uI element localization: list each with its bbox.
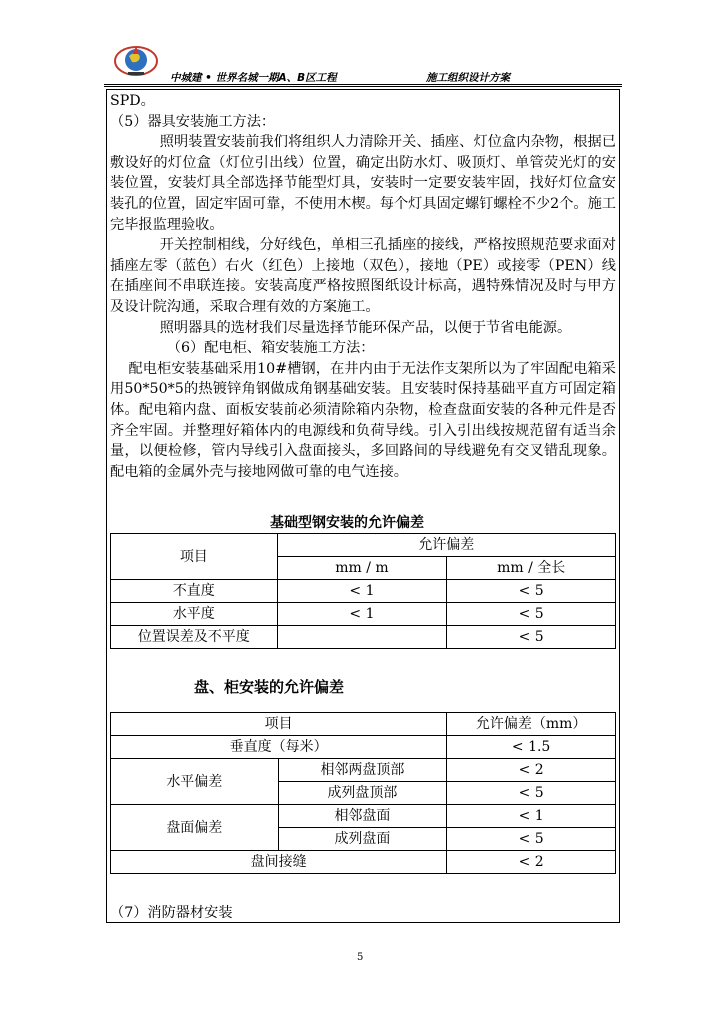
table2-group-label: 盘面偏差 xyxy=(111,805,279,851)
paragraph-cabinet-method: 配电柜安装基础采用10#槽钢，在井内由于无法作支架所以为了牢固配电箱采用50*50*5的热镀锌角钢做成角钢基础安装。且安装时保持基础平直方可固定箱体。配电箱内盘、面板安装前必须清除箱内杂物，检查盘面安装的各种元件是否齐全牢固。并整理好箱体内的电源线和负荷导线。引入引出线按规范留有适当余量，以便检修，管内导线引入盘面接头，多回路间的导线避免有交叉错乱现象。配电箱的金属外壳与接地网做可靠的电气连接。 xyxy=(110,360,616,480)
page-number: 5 xyxy=(357,952,364,963)
paragraph-energy-saving: 照明器具的选材我们尽量选择节能环保产品，以便于节省电能源。 xyxy=(159,319,572,336)
table-row xyxy=(111,580,616,603)
table2-cell-item: 垂直度（每米） xyxy=(111,736,447,759)
cabinet-tolerance-table xyxy=(110,712,616,874)
table1-cell-v2: < 5 xyxy=(447,603,616,626)
table1-header-unit1: mm / m xyxy=(277,557,447,580)
steel-base-tolerance-table xyxy=(110,533,616,649)
table-row xyxy=(111,851,616,874)
table-row xyxy=(111,736,616,759)
header-rule xyxy=(104,84,622,85)
table2-cell-value: < 1 xyxy=(447,805,616,828)
table2-cell-value: < 5 xyxy=(447,828,616,851)
heading-fire-equipment: （7）消防器材安装 xyxy=(110,905,233,921)
table1-header-group: 允许偏差 xyxy=(277,534,615,557)
table2-cell-value: < 2 xyxy=(447,759,616,782)
table1-cell-v1: < 1 xyxy=(277,580,447,603)
heading-cabinet-install: （6）配电柜、箱安装施工方法： xyxy=(166,340,375,357)
table1-cell-v2: < 5 xyxy=(447,580,616,603)
table-row xyxy=(111,603,616,626)
heading-fixture-install: （5）器具安装施工方法： xyxy=(110,113,276,130)
table-row xyxy=(111,759,616,782)
table2-cell-item: 盘间接缝 xyxy=(111,851,447,874)
table1-header-item: 项目 xyxy=(111,534,278,580)
table-row xyxy=(111,805,616,828)
paragraph-spd: SPD。 xyxy=(110,93,155,109)
table2-cell-value: < 5 xyxy=(447,782,616,805)
table2-group-label: 水平偏差 xyxy=(111,759,279,805)
table2-cell-sub: 相邻盘面 xyxy=(278,805,447,828)
table1-cell-item: 位置误差及不平度 xyxy=(111,626,278,649)
header-doc-title: 施工组织设计方案 xyxy=(426,72,510,84)
table1-cell-item: 水平度 xyxy=(111,603,278,626)
table2-header-value: 允许偏差（mm） xyxy=(447,713,616,736)
company-logo-icon xyxy=(112,42,160,80)
paragraph-switch-socket: 开关控制相线，分好线色，单相三孔插座的接线，严格按照规范要求面对插座左零（蓝色）右火（红色）上接地（双色），接地（PE）或接零（PEN）线在插座间不串联连接。安装高度严格按照图纸设计标高，遇特殊情况及时与甲方及设计院沟通，采取合理有效的方案施工。 xyxy=(110,237,616,315)
header-project-title: 中城建 • 世界名城一期A、B区工程 xyxy=(170,72,337,84)
table1-cell-v1: < 1 xyxy=(277,603,447,626)
table1-header-unit2: mm / 全长 xyxy=(447,557,616,580)
header-rule-2 xyxy=(104,86,622,87)
table2-cell-sub: 相邻两盘顶部 xyxy=(278,759,447,782)
table2-header-item: 项目 xyxy=(111,713,447,736)
table1-cell-v2: < 5 xyxy=(447,626,616,649)
table2-caption: 盘、柜安装的允许偏差 xyxy=(194,678,345,696)
table2-cell-value: < 1.5 xyxy=(447,736,616,759)
paragraph-lighting-install: 照明装置安装前我们将组织人力清除开关、插座、灯位盒内杂物，根据已敷设好的灯位盒（灯位引出线）位置，确定出防水灯、吸顶灯、单管荧光灯的安装位置，安装灯具全部选择节能型灯具，安装时一定要安装牢固，找好灯位盒安装孔的位置，固定牢固可靠，不使用木楔。每个灯具固定螺钉螺栓不少2个。施工完毕报监理验收。 xyxy=(110,134,616,233)
document-body xyxy=(110,91,616,482)
table2-cell-sub: 成列盘面 xyxy=(278,828,447,851)
table1-cell-v1 xyxy=(277,626,447,649)
table2-cell-sub: 成列盘顶部 xyxy=(278,782,447,805)
table1-cell-item: 不直度 xyxy=(111,580,278,603)
table-row xyxy=(111,626,616,649)
table2-cell-value: < 2 xyxy=(447,851,616,874)
table1-caption: 基础型钢安装的允许偏差 xyxy=(270,515,424,531)
